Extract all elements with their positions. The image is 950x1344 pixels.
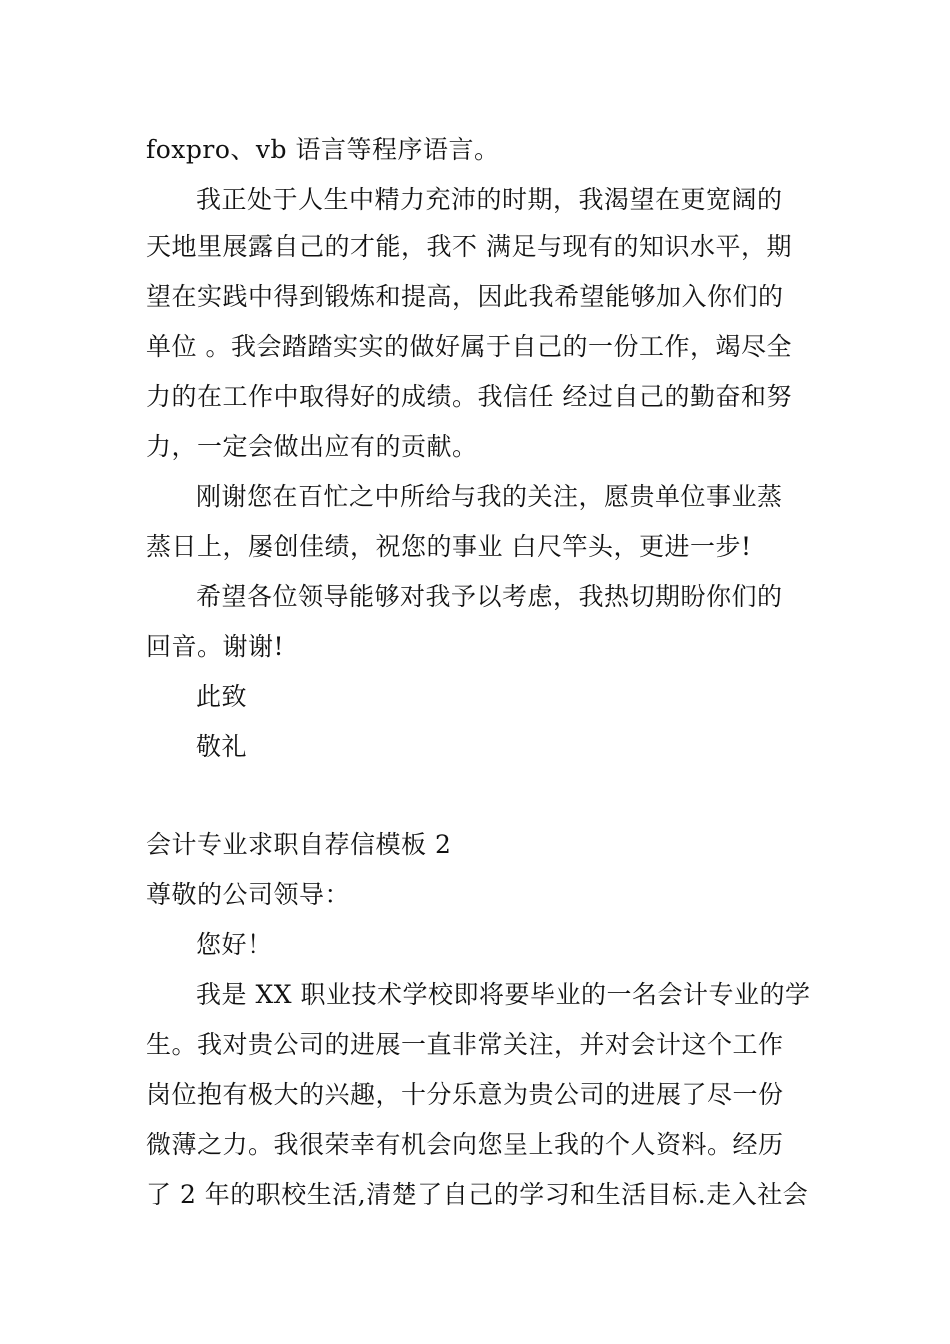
paragraph-line: 我正处于人生中精力充沛的时期，我渴望在更宽阔的 bbox=[196, 185, 783, 214]
paragraph-line: 微薄之力。我很荣幸有机会向您呈上我的个人资料。经历 bbox=[146, 1130, 784, 1159]
paragraph-line: 力的在工作中取得好的成绩。我信任 经过自己的勤奋和努 bbox=[146, 382, 792, 411]
paragraph-line: 了 2 年的职校生活,清楚了自己的学习和生活目标.走入社会 bbox=[146, 1180, 809, 1209]
paragraph-line: 岗位抱有极大的兴趣，十分乐意为贵公司的进展了尽一份 bbox=[146, 1080, 784, 1109]
paragraph-line: 天地里展露自己的才能，我不 满足与现有的知识水平，期 bbox=[146, 232, 792, 261]
paragraph-line: 力，一定会做出应有的贡献。 bbox=[146, 432, 478, 461]
paragraph-line: 生。我对贵公司的进展一直非常关注，并对会计这个工作 bbox=[146, 1030, 784, 1059]
paragraph-line: 单位 。我会踏踏实实的做好属于自己的一份工作，竭尽全 bbox=[146, 332, 792, 361]
paragraph-line: 刚谢您在百忙之中所给与我的关注，愿贵单位事业蒸 bbox=[196, 482, 783, 511]
paragraph-line: 回音。谢谢! bbox=[146, 632, 285, 661]
paragraph-line: 蒸日上，屡创佳绩，祝您的事业 白尺竿头，更进一步! bbox=[146, 532, 752, 561]
text-line: foxpro、vb 语言等程序语言。 bbox=[146, 135, 500, 164]
closing-line: 敬礼 bbox=[196, 732, 248, 761]
section-title: 会计专业求职自荐信模板 2 bbox=[146, 830, 452, 859]
paragraph-line: 希望各位领导能够对我予以考虑，我热切期盼你们的 bbox=[196, 582, 783, 611]
paragraph-line: 望在实践中得到锻炼和提高，因此我希望能够加入你们的 bbox=[146, 282, 784, 311]
salutation: 尊敬的公司领导： bbox=[146, 880, 351, 909]
closing-line: 此致 bbox=[196, 682, 248, 711]
greeting: 您好！ bbox=[196, 930, 273, 959]
paragraph-line: 我是 XX 职业技术学校即将要毕业的一名会计专业的学 bbox=[196, 980, 811, 1009]
